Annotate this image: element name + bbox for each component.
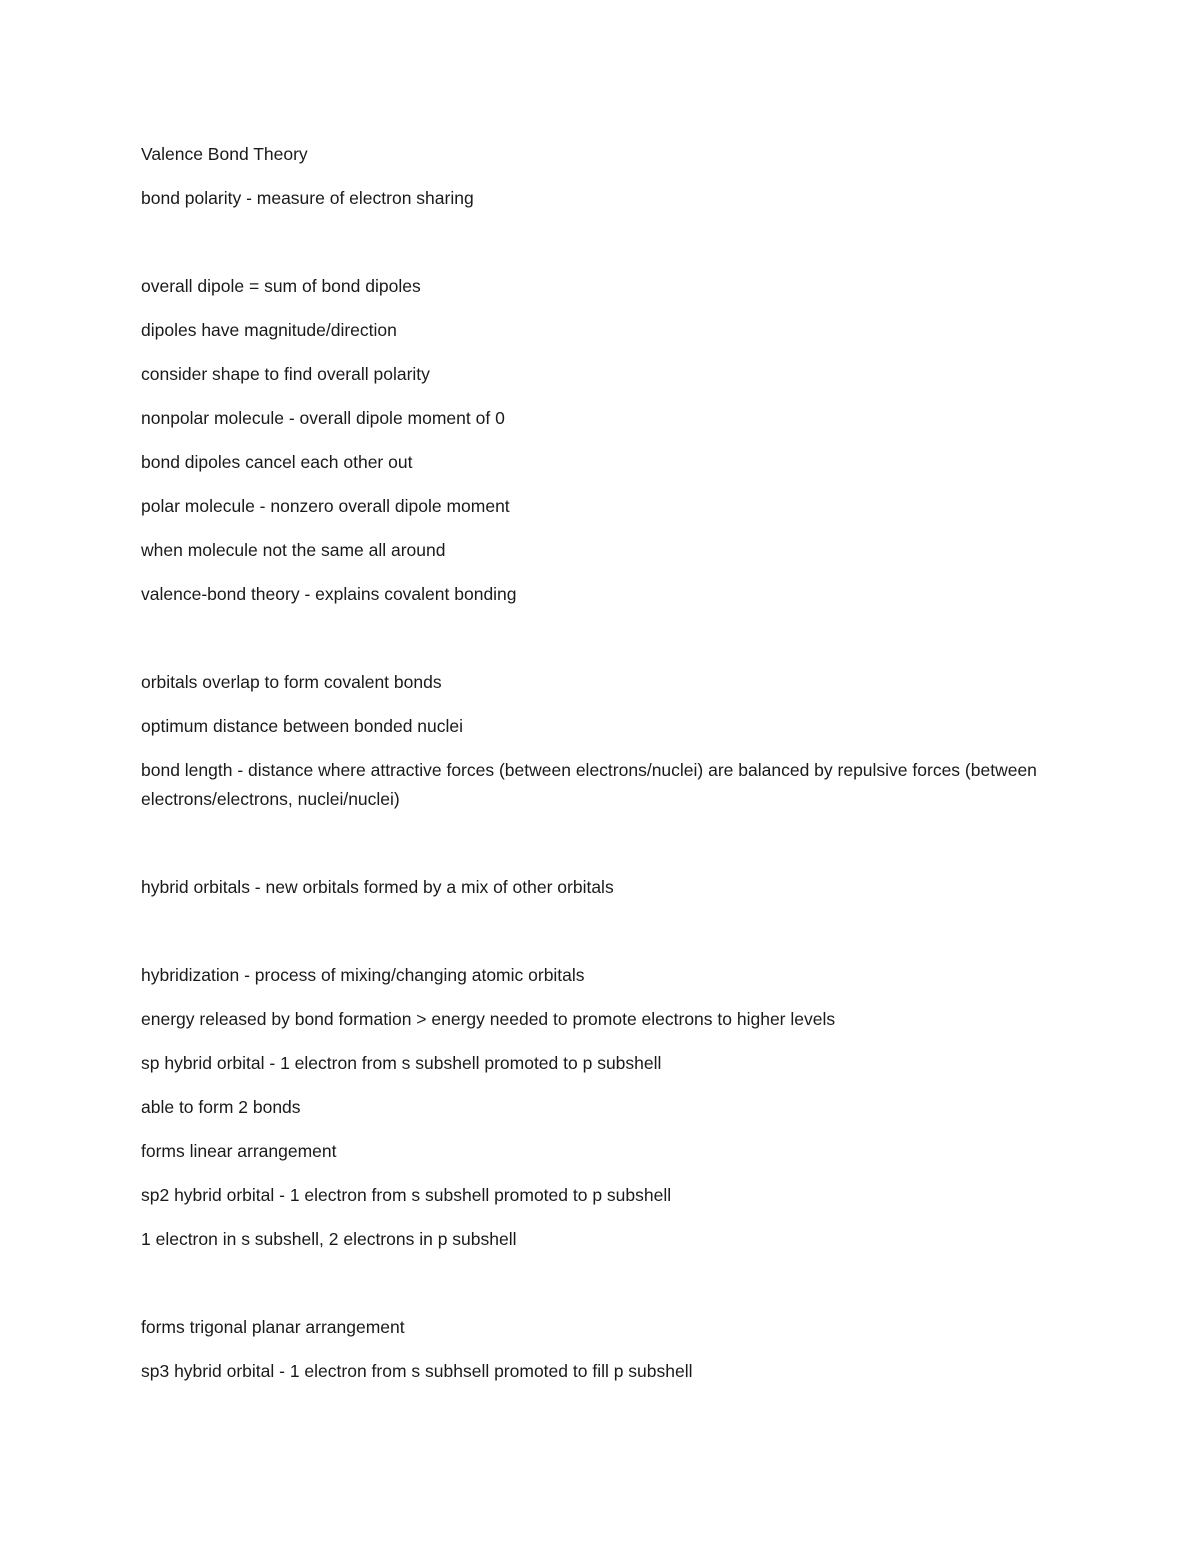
blank-paragraph xyxy=(141,1269,1041,1298)
blank-paragraph xyxy=(141,228,1041,257)
paragraph: bond dipoles cancel each other out xyxy=(141,452,413,472)
blank-paragraph xyxy=(141,624,1041,653)
paragraph: sp3 hybrid orbital - 1 electron from s subhsell promoted to fill p subshell xyxy=(141,1361,693,1381)
paragraph: optimum distance between bonded nuclei xyxy=(141,716,464,736)
paragraph: 1 electron in s subshell, 2 electrons in p subshell xyxy=(141,1229,517,1249)
paragraph: hybrid orbitals - new orbitals formed by a mix of other orbitals xyxy=(141,877,614,897)
paragraph: overall dipole = sum of bond dipoles xyxy=(141,276,421,296)
paragraph: bond polarity - measure of electron sharing xyxy=(141,188,474,208)
paragraph: sp2 hybrid orbital - 1 electron from s subshell promoted to p subshell xyxy=(141,1185,672,1205)
paragraph: orbitals overlap to form covalent bonds xyxy=(141,672,442,692)
document-title: Valence Bond Theory xyxy=(141,144,308,164)
paragraph: forms trigonal planar arrangement xyxy=(141,1317,405,1337)
document-body xyxy=(141,140,1041,1401)
paragraph: sp hybrid orbital - 1 electron from s subshell promoted to p subshell xyxy=(141,1053,662,1073)
paragraph: energy released by bond formation > energy needed to promote electrons to higher levels xyxy=(141,1009,836,1029)
paragraph: when molecule not the same all around xyxy=(141,540,446,560)
paragraph: valence-bond theory - explains covalent bonding xyxy=(141,584,517,604)
blank-paragraph xyxy=(141,917,1041,946)
paragraph: polar molecule - nonzero overall dipole moment xyxy=(141,496,510,516)
paragraph: forms linear arrangement xyxy=(141,1141,337,1161)
paragraph: nonpolar molecule - overall dipole moment of 0 xyxy=(141,408,505,428)
blank-paragraph xyxy=(141,829,1041,858)
paragraph: hybridization - process of mixing/changing atomic orbitals xyxy=(141,965,585,985)
paragraph: able to form 2 bonds xyxy=(141,1097,301,1117)
paragraph: consider shape to find overall polarity xyxy=(141,364,430,384)
paragraph: bond length - distance where attractive forces (between electrons/nuclei) are balanced by repulsive forces (between electrons/electrons, nuclei/nuclei) xyxy=(141,760,1037,809)
paragraph: dipoles have magnitude/direction xyxy=(141,320,397,340)
